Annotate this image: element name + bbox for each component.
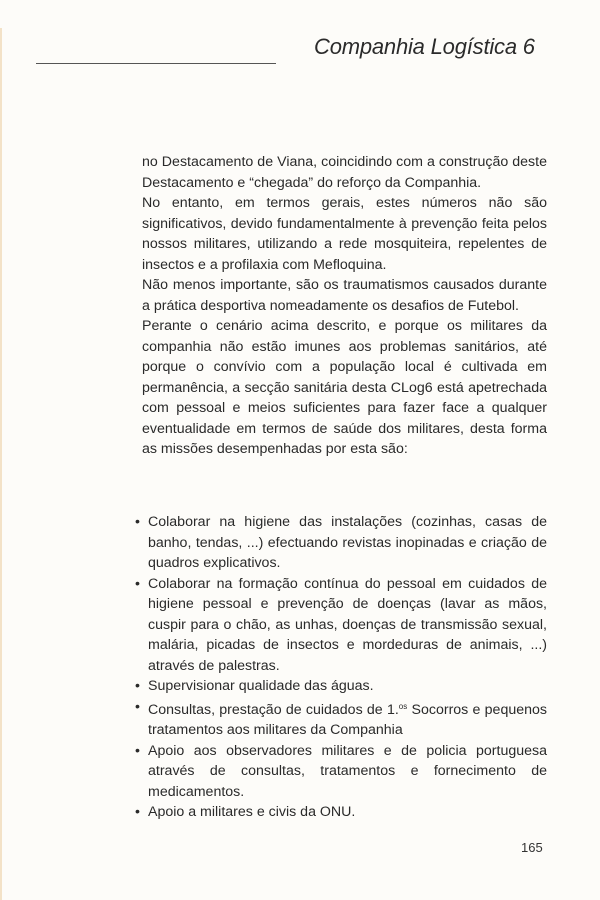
list-item	[135, 676, 547, 697]
page-edge-tint	[0, 28, 2, 900]
list-item	[135, 697, 547, 741]
header-rule	[36, 63, 276, 64]
body-text	[142, 152, 547, 460]
list-item-text: Apoio a militares e civis da ONU.	[148, 804, 356, 820]
paragraph: Não menos importante, são os traumatismos causados durante a prática desportiva nomeadamente os desafios de Futebol.	[142, 277, 547, 314]
bullet-icon: •	[135, 514, 140, 530]
list-item	[135, 512, 547, 574]
list-item-text: Colaborar na higiene das instalações (cozinhas, casas de banho, tendas, ...) efectuando revistas inopinadas e criação de quadros explicativos.	[148, 514, 547, 571]
bullet-icon: •	[135, 698, 140, 715]
bullet-icon: •	[135, 575, 140, 592]
list-item-text: Supervisionar qualidade das águas.	[148, 678, 374, 694]
page-number: 165	[521, 840, 543, 855]
list-item-text: Apoio aos observadores militares e de policia portuguesa através de consultas, tratamentos e fornecimento de medicamentos.	[148, 742, 547, 800]
bullet-icon: •	[135, 742, 140, 759]
paragraph: No entanto, em termos gerais, estes números não são significativos, devido fundamentalmente à prevenção feita pelos nossos militares, utilizando a rede mosquiteira, repelentes de insectos e a profilaxia com Mefloquina.	[142, 195, 547, 273]
running-title: Companhia Logística 6	[314, 34, 535, 59]
list-item	[135, 741, 547, 803]
paragraph: Perante o cenário acima descrito, e porque os militares da companhia não estão imunes aos problemas sanitários, até porque o convívio com a população local é cultivada em permanência, a secção sanitária desta CLog6 está apetrechada com pessoal e meios suficientes para fazer face a qualquer eventualidade em termos de saúde dos militares, desta forma as missões desempenhadas por esta são:	[142, 318, 547, 457]
paragraph: no Destacamento de Viana, coincidindo com a construção deste Destacamento e “chegada” do reforço da Companhia.	[142, 154, 547, 191]
bullet-icon: •	[135, 804, 140, 820]
list-item-text: Colaborar na formação contínua do pessoal em cuidados de higiene pessoal e prevenção de doenças (lavar as mãos, cuspir para o chão, as unhas, doenças de transmissão sexual, malária, picadas de insectos e mordeduras de animais, ...) através de palestras.	[148, 575, 547, 674]
list-item-text-end: Socorros e pequenos tratamentos aos militares da Companhia	[148, 701, 547, 738]
ordinal-superscript: os	[398, 701, 408, 711]
list-item	[135, 802, 547, 823]
missions-list	[135, 512, 547, 823]
list-item-text-start: Consultas, prestação de cuidados de 1.	[148, 701, 399, 718]
list-item	[135, 574, 547, 677]
bullet-icon: •	[135, 678, 140, 694]
